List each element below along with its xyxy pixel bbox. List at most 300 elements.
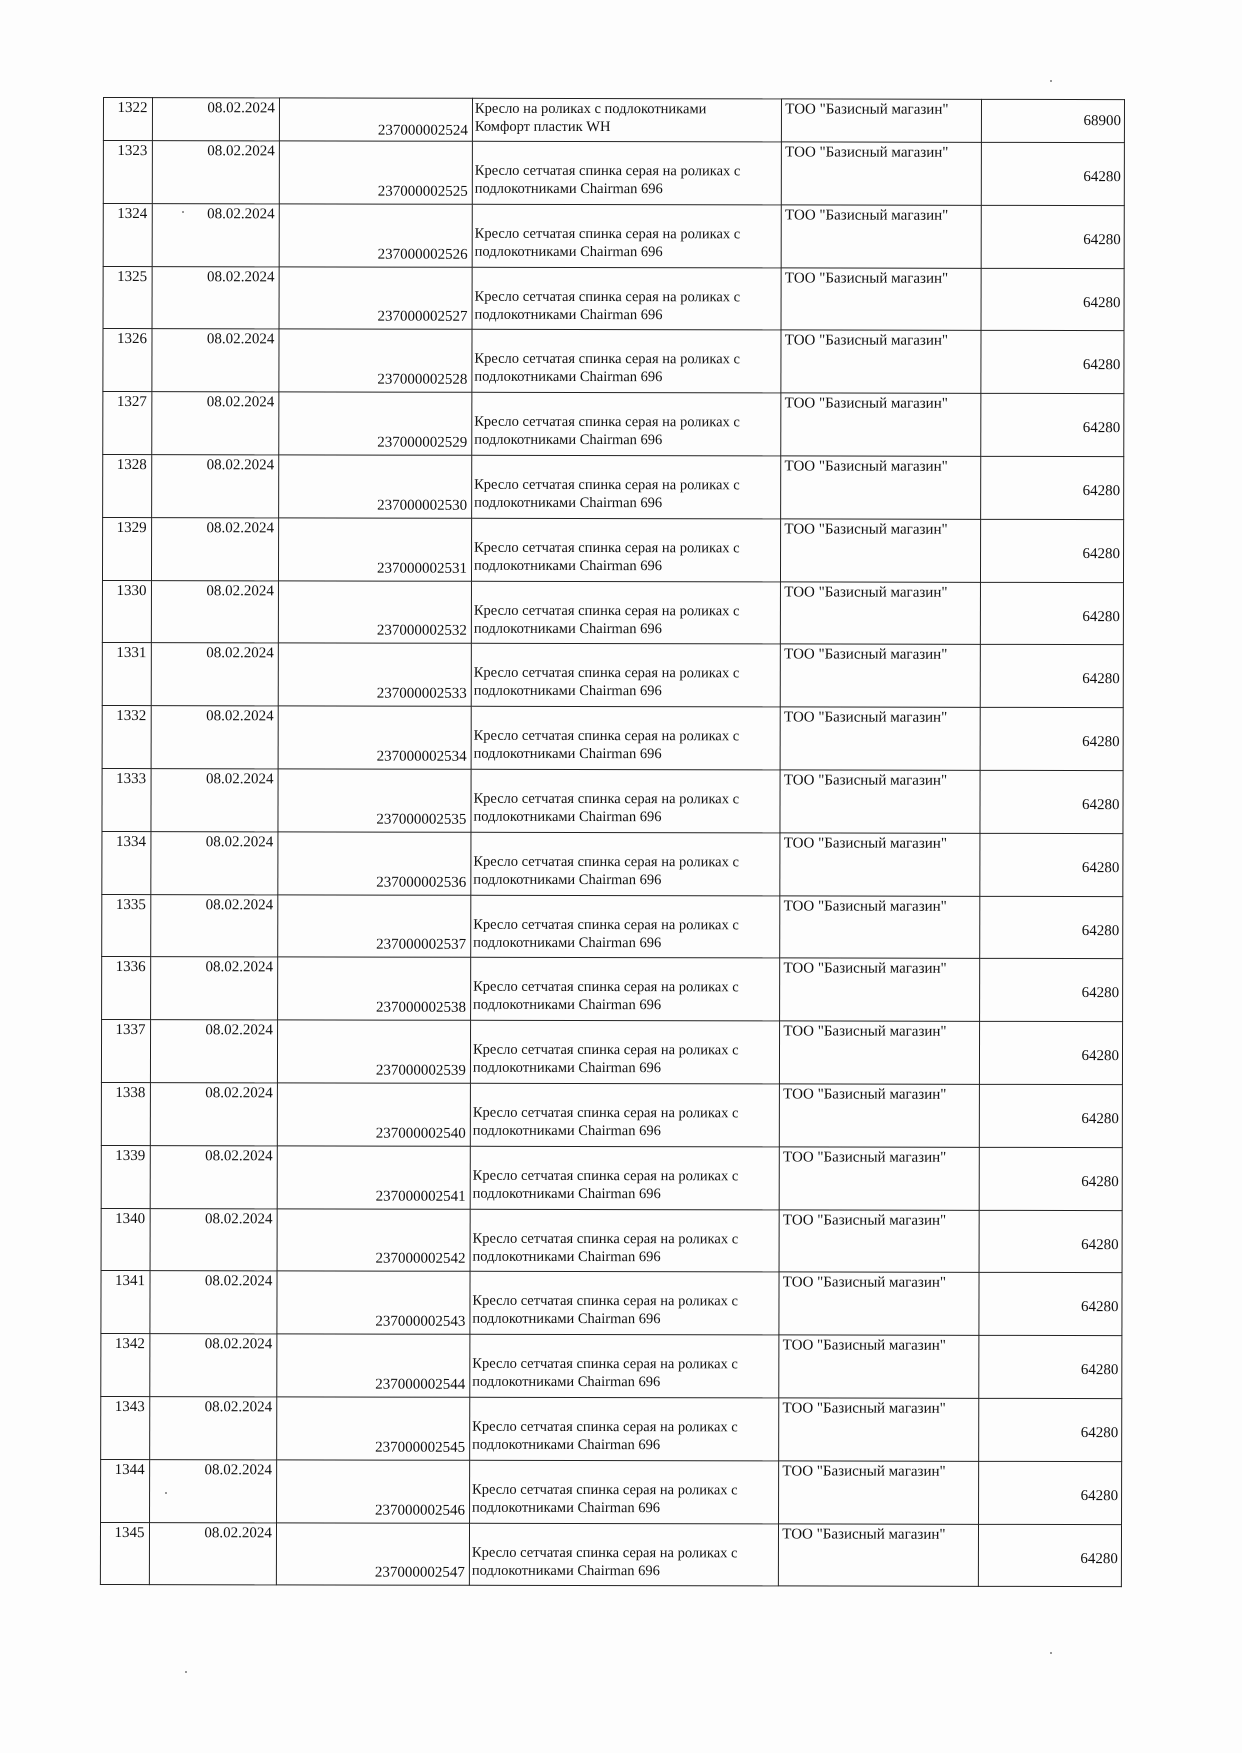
row-price: 64280 — [1083, 231, 1121, 248]
row-inventory-number-cell — [277, 1083, 470, 1146]
row-item-name-cell — [469, 1460, 778, 1523]
row-number: 1323 — [117, 143, 148, 160]
row-date: 08.02.2024 — [205, 896, 274, 913]
item-name-line: Кресло на роликах с подлокотниками — [474, 100, 707, 118]
table-row — [103, 98, 1124, 143]
row-number-cell — [102, 580, 151, 643]
row-supplier-cell — [781, 393, 981, 456]
row-price-cell — [979, 1398, 1122, 1461]
row-inventory-number-cell — [279, 392, 472, 455]
row-date-cell — [152, 266, 279, 329]
row-price: 64280 — [1081, 859, 1120, 876]
item-name-line: Кресло сетчатая спинка серая на роликах с — [474, 476, 740, 494]
row-inventory-number-cell — [279, 98, 472, 141]
item-name-line: Кресло сетчатая спинка серая на роликах с — [472, 1230, 739, 1247]
row-item-name — [474, 664, 778, 701]
row-inventory-number-cell — [278, 706, 471, 769]
row-supplier: ТОО "Базисный магазин" — [783, 1023, 947, 1040]
row-price: 64280 — [1080, 1424, 1119, 1442]
row-number: 1325 — [117, 268, 148, 285]
row-date: 08.02.2024 — [206, 582, 274, 599]
row-date-cell — [150, 1020, 277, 1083]
row-inventory-number-cell — [276, 1522, 469, 1585]
row-inventory-number: 237000002536 — [376, 874, 467, 891]
row-price: 64280 — [1082, 797, 1120, 814]
item-name-line: подлокотниками Chairman 696 — [473, 683, 662, 700]
row-inventory-number-cell — [279, 204, 472, 267]
row-price-cell — [981, 331, 1124, 394]
row-date-cell — [152, 98, 279, 141]
item-name-line: подлокотниками Chairman 696 — [474, 243, 663, 260]
item-name-line: подлокотниками Chairman 696 — [474, 431, 663, 449]
row-date-cell — [151, 455, 278, 518]
row-supplier-cell — [781, 205, 981, 268]
row-price-cell — [980, 959, 1123, 1022]
row-supplier: ТОО "Базисный магазин" — [784, 332, 949, 350]
inventory-table-body — [100, 98, 1124, 1587]
row-date: 08.02.2024 — [204, 1336, 273, 1353]
row-inventory-number: 237000002529 — [377, 434, 468, 451]
row-supplier: ТОО "Базисный магазин" — [784, 646, 948, 664]
row-price: 64280 — [1081, 1236, 1119, 1253]
row-price: 64280 — [1082, 545, 1121, 562]
row-inventory-number: 237000002524 — [377, 122, 468, 139]
row-inventory-number: 237000002532 — [376, 622, 467, 640]
row-inventory-number-cell — [278, 832, 471, 895]
row-supplier: ТОО "Базисный магазин" — [785, 101, 949, 118]
row-supplier-cell — [779, 1147, 979, 1210]
row-item-name — [472, 1543, 776, 1580]
table-row — [103, 454, 1124, 519]
item-name-line: Кресло сетчатая спинка серая на роликах с — [473, 790, 740, 808]
item-name-line: Кресло сетчатая спинка серая на роликах с — [473, 853, 739, 871]
item-name-line: Кресло сетчатая спинка серая на роликах с — [472, 1104, 739, 1122]
item-name-line: Кресло сетчатая спинка серая на роликах с — [473, 979, 739, 996]
row-inventory-number: 237000002541 — [375, 1188, 466, 1205]
row-supplier: ТОО "Базисный магазин" — [784, 395, 948, 412]
row-date-cell — [150, 1083, 277, 1146]
row-number: 1338 — [115, 1084, 146, 1102]
row-date: 08.02.2024 — [207, 206, 275, 223]
row-number: 1345 — [114, 1524, 145, 1541]
row-item-name-cell — [469, 1523, 778, 1586]
row-price-cell — [981, 268, 1124, 331]
row-price: 64280 — [1080, 1487, 1119, 1504]
row-number-cell — [103, 392, 152, 455]
row-supplier-cell — [782, 99, 982, 142]
row-price-cell — [981, 582, 1124, 645]
item-name-line: Кресло сетчатая спинка серая на роликах с — [472, 1041, 739, 1059]
row-number-cell — [103, 329, 152, 392]
row-number: 1340 — [115, 1210, 146, 1227]
row-number: 1334 — [115, 833, 146, 850]
inventory-table — [100, 97, 1125, 1587]
row-supplier-cell — [781, 330, 981, 393]
table-row — [102, 643, 1123, 708]
row-inventory-number-cell — [278, 769, 471, 832]
item-name-line: подлокотниками Chairman 696 — [474, 494, 663, 512]
row-inventory-number: 237000002540 — [375, 1125, 466, 1142]
table-row — [101, 1145, 1122, 1210]
table-row — [101, 1082, 1122, 1147]
row-item-name — [474, 476, 778, 513]
row-number: 1328 — [116, 457, 147, 474]
item-name-line: подлокотниками Chairman 696 — [472, 1311, 661, 1328]
row-date: 08.02.2024 — [204, 1399, 273, 1416]
table-row — [101, 1020, 1122, 1085]
row-number: 1331 — [116, 645, 147, 662]
row-item-name — [473, 915, 777, 952]
row-supplier-cell — [779, 1461, 979, 1524]
row-supplier: ТОО "Базисный магазин" — [783, 835, 947, 852]
item-name-line: подлокотниками Chairman 696 — [473, 871, 662, 888]
row-supplier-cell — [781, 519, 981, 582]
row-supplier-cell — [781, 644, 981, 707]
row-item-name-cell — [472, 141, 781, 204]
item-name-line: подлокотниками Chairman 696 — [473, 557, 663, 574]
row-number: 1322 — [117, 100, 148, 117]
row-item-name-cell — [471, 644, 780, 707]
row-price: 64280 — [1081, 1111, 1119, 1128]
row-item-name-cell — [472, 204, 781, 267]
row-number: 1327 — [116, 394, 147, 411]
row-date-cell — [150, 831, 277, 894]
row-supplier-cell — [782, 142, 982, 205]
table-row — [103, 329, 1124, 394]
item-name-line: подлокотниками Chairman 696 — [473, 745, 662, 763]
row-inventory-number-cell — [277, 957, 470, 1020]
row-price: 64280 — [1082, 671, 1120, 688]
table-row — [102, 957, 1123, 1022]
row-item-name-cell — [470, 1020, 779, 1083]
item-name-line: Комфорт пластик WH — [474, 118, 611, 136]
table-row — [102, 517, 1123, 582]
row-price-cell — [981, 456, 1124, 519]
row-item-name-cell — [472, 455, 781, 518]
row-item-name-cell — [472, 330, 781, 393]
row-date: 08.02.2024 — [205, 1147, 273, 1165]
row-number: 1339 — [115, 1147, 146, 1164]
item-name-line: Кресло сетчатая спинка серая на роликах с — [472, 1418, 738, 1436]
row-price: 68900 — [1083, 113, 1121, 130]
row-supplier-cell — [779, 1523, 979, 1586]
table-row — [101, 1334, 1122, 1399]
row-number-cell — [101, 1396, 150, 1459]
row-date: 08.02.2024 — [204, 1524, 272, 1541]
row-date-cell — [152, 141, 279, 204]
item-name-line: Кресло сетчатая спинка серая на роликах с — [472, 1355, 738, 1373]
row-inventory-number: 237000002534 — [376, 748, 467, 765]
row-price-cell — [980, 770, 1123, 833]
item-name-line: подлокотниками Chairman 696 — [472, 1248, 661, 1265]
row-date-cell — [149, 1334, 276, 1397]
row-number-cell — [102, 831, 151, 894]
table-row — [100, 1522, 1121, 1587]
row-number: 1324 — [117, 205, 148, 222]
row-inventory-number: 237000002526 — [377, 246, 468, 263]
row-inventory-number-cell — [279, 141, 472, 204]
item-name-line: подлокотниками Chairman 696 — [474, 180, 663, 198]
row-number: 1326 — [116, 331, 148, 348]
row-item-name — [475, 100, 779, 137]
row-inventory-number: 237000002545 — [375, 1439, 466, 1456]
row-date: 08.02.2024 — [205, 959, 274, 976]
row-item-name-cell — [471, 518, 780, 581]
item-name-line: Кресло сетчатая спинка серая на роликах с — [474, 162, 741, 180]
item-name-line: подлокотниками Chairman 696 — [471, 1562, 660, 1579]
row-supplier: ТОО "Базисный магазин" — [784, 270, 949, 287]
row-inventory-number: 237000002530 — [377, 497, 468, 514]
row-price: 64280 — [1082, 483, 1121, 500]
table-row — [102, 894, 1123, 959]
scan-speck — [182, 211, 184, 213]
row-supplier-cell — [780, 1084, 980, 1147]
row-supplier: ТОО "Базисный магазин" — [784, 458, 948, 475]
row-supplier: ТОО "Базисный магазин" — [782, 1337, 946, 1354]
row-inventory-number: 237000002538 — [376, 999, 467, 1016]
row-price: 64280 — [1082, 734, 1120, 751]
scan-speck — [1050, 1652, 1052, 1654]
row-supplier: ТОО "Базисный магазин" — [783, 772, 948, 789]
row-item-name-cell — [471, 769, 780, 832]
row-number: 1344 — [114, 1461, 145, 1478]
row-supplier: ТОО "Базисный магазин" — [783, 960, 947, 978]
row-supplier: ТОО "Базисный магазин" — [782, 1525, 946, 1543]
item-name-line: Кресло сетчатая спинка серая на роликах с — [473, 727, 740, 745]
row-inventory-number: 237000002531 — [376, 560, 467, 577]
row-inventory-number: 237000002544 — [375, 1376, 466, 1393]
row-inventory-number-cell — [278, 518, 471, 581]
row-price-cell — [982, 99, 1125, 142]
row-item-name — [473, 1104, 777, 1141]
row-item-name — [474, 350, 778, 387]
row-number-cell — [101, 1459, 150, 1522]
row-date: 08.02.2024 — [204, 1273, 273, 1290]
scan-speck — [185, 1671, 187, 1673]
row-item-name-cell — [472, 98, 781, 142]
row-date: 08.02.2024 — [206, 394, 275, 411]
row-number-cell — [103, 266, 152, 329]
row-supplier-cell — [780, 833, 980, 896]
row-supplier: ТОО "Базисный магазин" — [785, 144, 949, 161]
row-date-cell — [150, 1145, 277, 1208]
row-date-cell — [150, 769, 277, 832]
row-inventory-number: 237000002542 — [375, 1250, 466, 1268]
row-supplier: ТОО "Базисный магазин" — [782, 1400, 946, 1417]
row-price-cell — [979, 1273, 1122, 1336]
row-price-cell — [981, 708, 1124, 771]
row-item-name-cell — [470, 1083, 779, 1146]
row-inventory-number-cell — [277, 1271, 470, 1334]
row-date: 08.02.2024 — [207, 143, 275, 160]
table-row — [102, 706, 1123, 771]
row-inventory-number: 237000002537 — [376, 936, 467, 954]
row-item-name — [474, 287, 778, 324]
row-supplier: ТОО "Базисный магазин" — [785, 207, 949, 224]
table-row — [103, 141, 1124, 206]
table-row — [101, 1208, 1122, 1273]
row-supplier-cell — [780, 1021, 980, 1084]
row-number-cell — [101, 1271, 150, 1334]
row-item-name — [474, 539, 778, 576]
row-price-cell — [979, 1335, 1122, 1398]
item-name-line: подлокотниками Chairman 696 — [473, 620, 662, 637]
row-item-name — [472, 1418, 776, 1455]
item-name-line: Кресло сетчатая спинка серая на роликах с — [472, 1481, 738, 1499]
item-name-line: Кресло сетчатая спинка серая на роликах с — [472, 1167, 739, 1185]
row-number: 1333 — [116, 770, 147, 788]
row-inventory-number-cell — [278, 580, 471, 643]
row-supplier: ТОО "Базисный магазин" — [783, 709, 948, 726]
row-date-cell — [151, 517, 278, 580]
row-date-cell — [151, 392, 278, 455]
row-price-cell — [979, 1461, 1122, 1524]
row-date-cell — [149, 1459, 276, 1522]
row-supplier-cell — [779, 1335, 979, 1398]
row-item-name — [475, 225, 779, 262]
row-number-cell — [103, 98, 152, 141]
row-number: 1330 — [116, 582, 147, 599]
row-price-cell — [980, 1147, 1123, 1210]
item-name-line: Кресло сетчатая спинка серая на роликах с — [473, 665, 740, 682]
table-row — [101, 1459, 1122, 1524]
row-number-cell — [102, 894, 151, 957]
row-item-name — [474, 727, 778, 764]
row-inventory-number-cell — [279, 329, 472, 392]
row-number-cell — [101, 1334, 150, 1397]
row-item-name — [473, 1167, 777, 1204]
row-date-cell — [149, 1271, 276, 1334]
row-inventory-number-cell — [277, 1146, 470, 1209]
item-name-line: Кресло сетчатая спинка серая на роликах с — [473, 539, 740, 557]
row-date: 08.02.2024 — [205, 1210, 273, 1227]
row-number-cell — [103, 141, 152, 204]
row-item-name-cell — [470, 1272, 779, 1335]
item-name-line: подлокотниками Chairman 696 — [472, 1185, 661, 1202]
row-item-name — [473, 1229, 777, 1266]
row-supplier-cell — [781, 456, 981, 519]
item-name-line: подлокотниками Chairman 696 — [473, 934, 662, 951]
row-item-name — [473, 978, 777, 1015]
row-price-cell — [981, 519, 1124, 582]
row-price: 64280 — [1081, 922, 1120, 939]
row-supplier: ТОО "Базисный магазин" — [782, 1463, 946, 1480]
row-item-name — [472, 1292, 776, 1329]
row-date-cell — [150, 1208, 277, 1271]
item-name-line: Кресло сетчатая спинка серая на роликах с — [474, 413, 740, 431]
item-name-line: подлокотниками Chairman 696 — [472, 1059, 661, 1077]
item-name-line: подлокотниками Chairman 696 — [472, 1436, 661, 1454]
row-item-name — [472, 1481, 776, 1518]
row-item-name — [473, 1041, 777, 1078]
row-number: 1335 — [115, 896, 146, 913]
row-price: 64280 — [1082, 608, 1120, 625]
row-inventory-number: 237000002535 — [376, 811, 467, 828]
row-price-cell — [980, 833, 1123, 896]
row-price: 64280 — [1080, 1362, 1119, 1379]
row-inventory-number: 237000002525 — [377, 183, 468, 200]
row-inventory-number-cell — [277, 1397, 470, 1460]
row-item-name — [474, 413, 778, 450]
row-date-cell — [151, 580, 278, 643]
row-number: 1337 — [115, 1022, 146, 1039]
table-row — [102, 580, 1123, 645]
table-row — [102, 831, 1123, 896]
item-name-line: подлокотниками Chairman 696 — [472, 1122, 661, 1140]
item-name-line: Кресло сетчатая спинка серая на роликах с — [474, 225, 741, 243]
row-date-cell — [151, 329, 278, 392]
row-number-cell — [103, 454, 152, 517]
row-price: 64280 — [1081, 1173, 1119, 1190]
row-inventory-number: 237000002539 — [375, 1062, 466, 1079]
row-supplier-cell — [780, 770, 980, 833]
row-price-cell — [982, 205, 1125, 268]
row-price: 64280 — [1082, 357, 1121, 374]
row-inventory-number: 237000002533 — [376, 685, 467, 702]
row-item-name-cell — [472, 392, 781, 455]
row-number-cell — [101, 1020, 150, 1083]
row-price-cell — [980, 1084, 1123, 1147]
row-date: 08.02.2024 — [207, 100, 275, 117]
row-date: 08.02.2024 — [205, 833, 274, 851]
row-date: 08.02.2024 — [206, 708, 274, 725]
table-row — [103, 392, 1124, 457]
row-number-cell — [101, 1208, 150, 1271]
row-inventory-number-cell — [278, 455, 471, 518]
row-number-cell — [101, 1082, 150, 1145]
row-supplier: ТОО "Базисный магазин" — [783, 1149, 947, 1166]
row-item-name-cell — [470, 1397, 779, 1460]
row-date: 08.02.2024 — [206, 331, 275, 348]
row-date: 08.02.2024 — [205, 1022, 273, 1039]
row-date-cell — [149, 1397, 276, 1460]
row-item-name-cell — [472, 267, 781, 330]
row-supplier: ТОО "Базисный магазин" — [784, 521, 948, 538]
row-supplier: ТОО "Базисный магазин" — [782, 1211, 947, 1229]
row-date-cell — [149, 1522, 276, 1585]
row-date: 08.02.2024 — [205, 1085, 273, 1102]
row-number-cell — [102, 957, 151, 1020]
row-inventory-number: 237000002527 — [377, 308, 468, 326]
row-price: 64280 — [1082, 420, 1121, 437]
row-supplier-cell — [779, 1209, 979, 1272]
row-price: 64280 — [1083, 169, 1121, 186]
table-row — [102, 768, 1123, 833]
item-name-line: подлокотниками Chairman 696 — [474, 369, 663, 386]
row-inventory-number-cell — [279, 266, 472, 329]
row-item-name-cell — [470, 1209, 779, 1272]
row-price-cell — [980, 1021, 1123, 1084]
row-price: 64280 — [1081, 1048, 1120, 1065]
item-name-line: Кресло сетчатая спинка серая на роликах с — [473, 916, 739, 933]
row-date: 08.02.2024 — [206, 457, 275, 474]
row-number-cell — [102, 517, 151, 580]
table-row — [103, 266, 1124, 331]
row-item-name-cell — [470, 1146, 779, 1209]
row-price-cell — [980, 896, 1123, 959]
item-name-line: Кресло сетчатая спинка серая на роликах с — [474, 288, 741, 305]
item-name-line: подлокотниками Chairman 696 — [474, 306, 663, 323]
row-supplier: ТОО "Базисный магазин" — [783, 897, 947, 915]
row-price: 64280 — [1081, 985, 1120, 1002]
row-number: 1341 — [115, 1273, 146, 1290]
row-price: 64280 — [1080, 1299, 1119, 1316]
row-inventory-number: 237000002547 — [374, 1564, 465, 1582]
row-inventory-number-cell — [278, 894, 471, 957]
row-inventory-number-cell — [278, 643, 471, 706]
row-supplier-cell — [780, 707, 980, 770]
row-price: 64280 — [1080, 1550, 1118, 1567]
